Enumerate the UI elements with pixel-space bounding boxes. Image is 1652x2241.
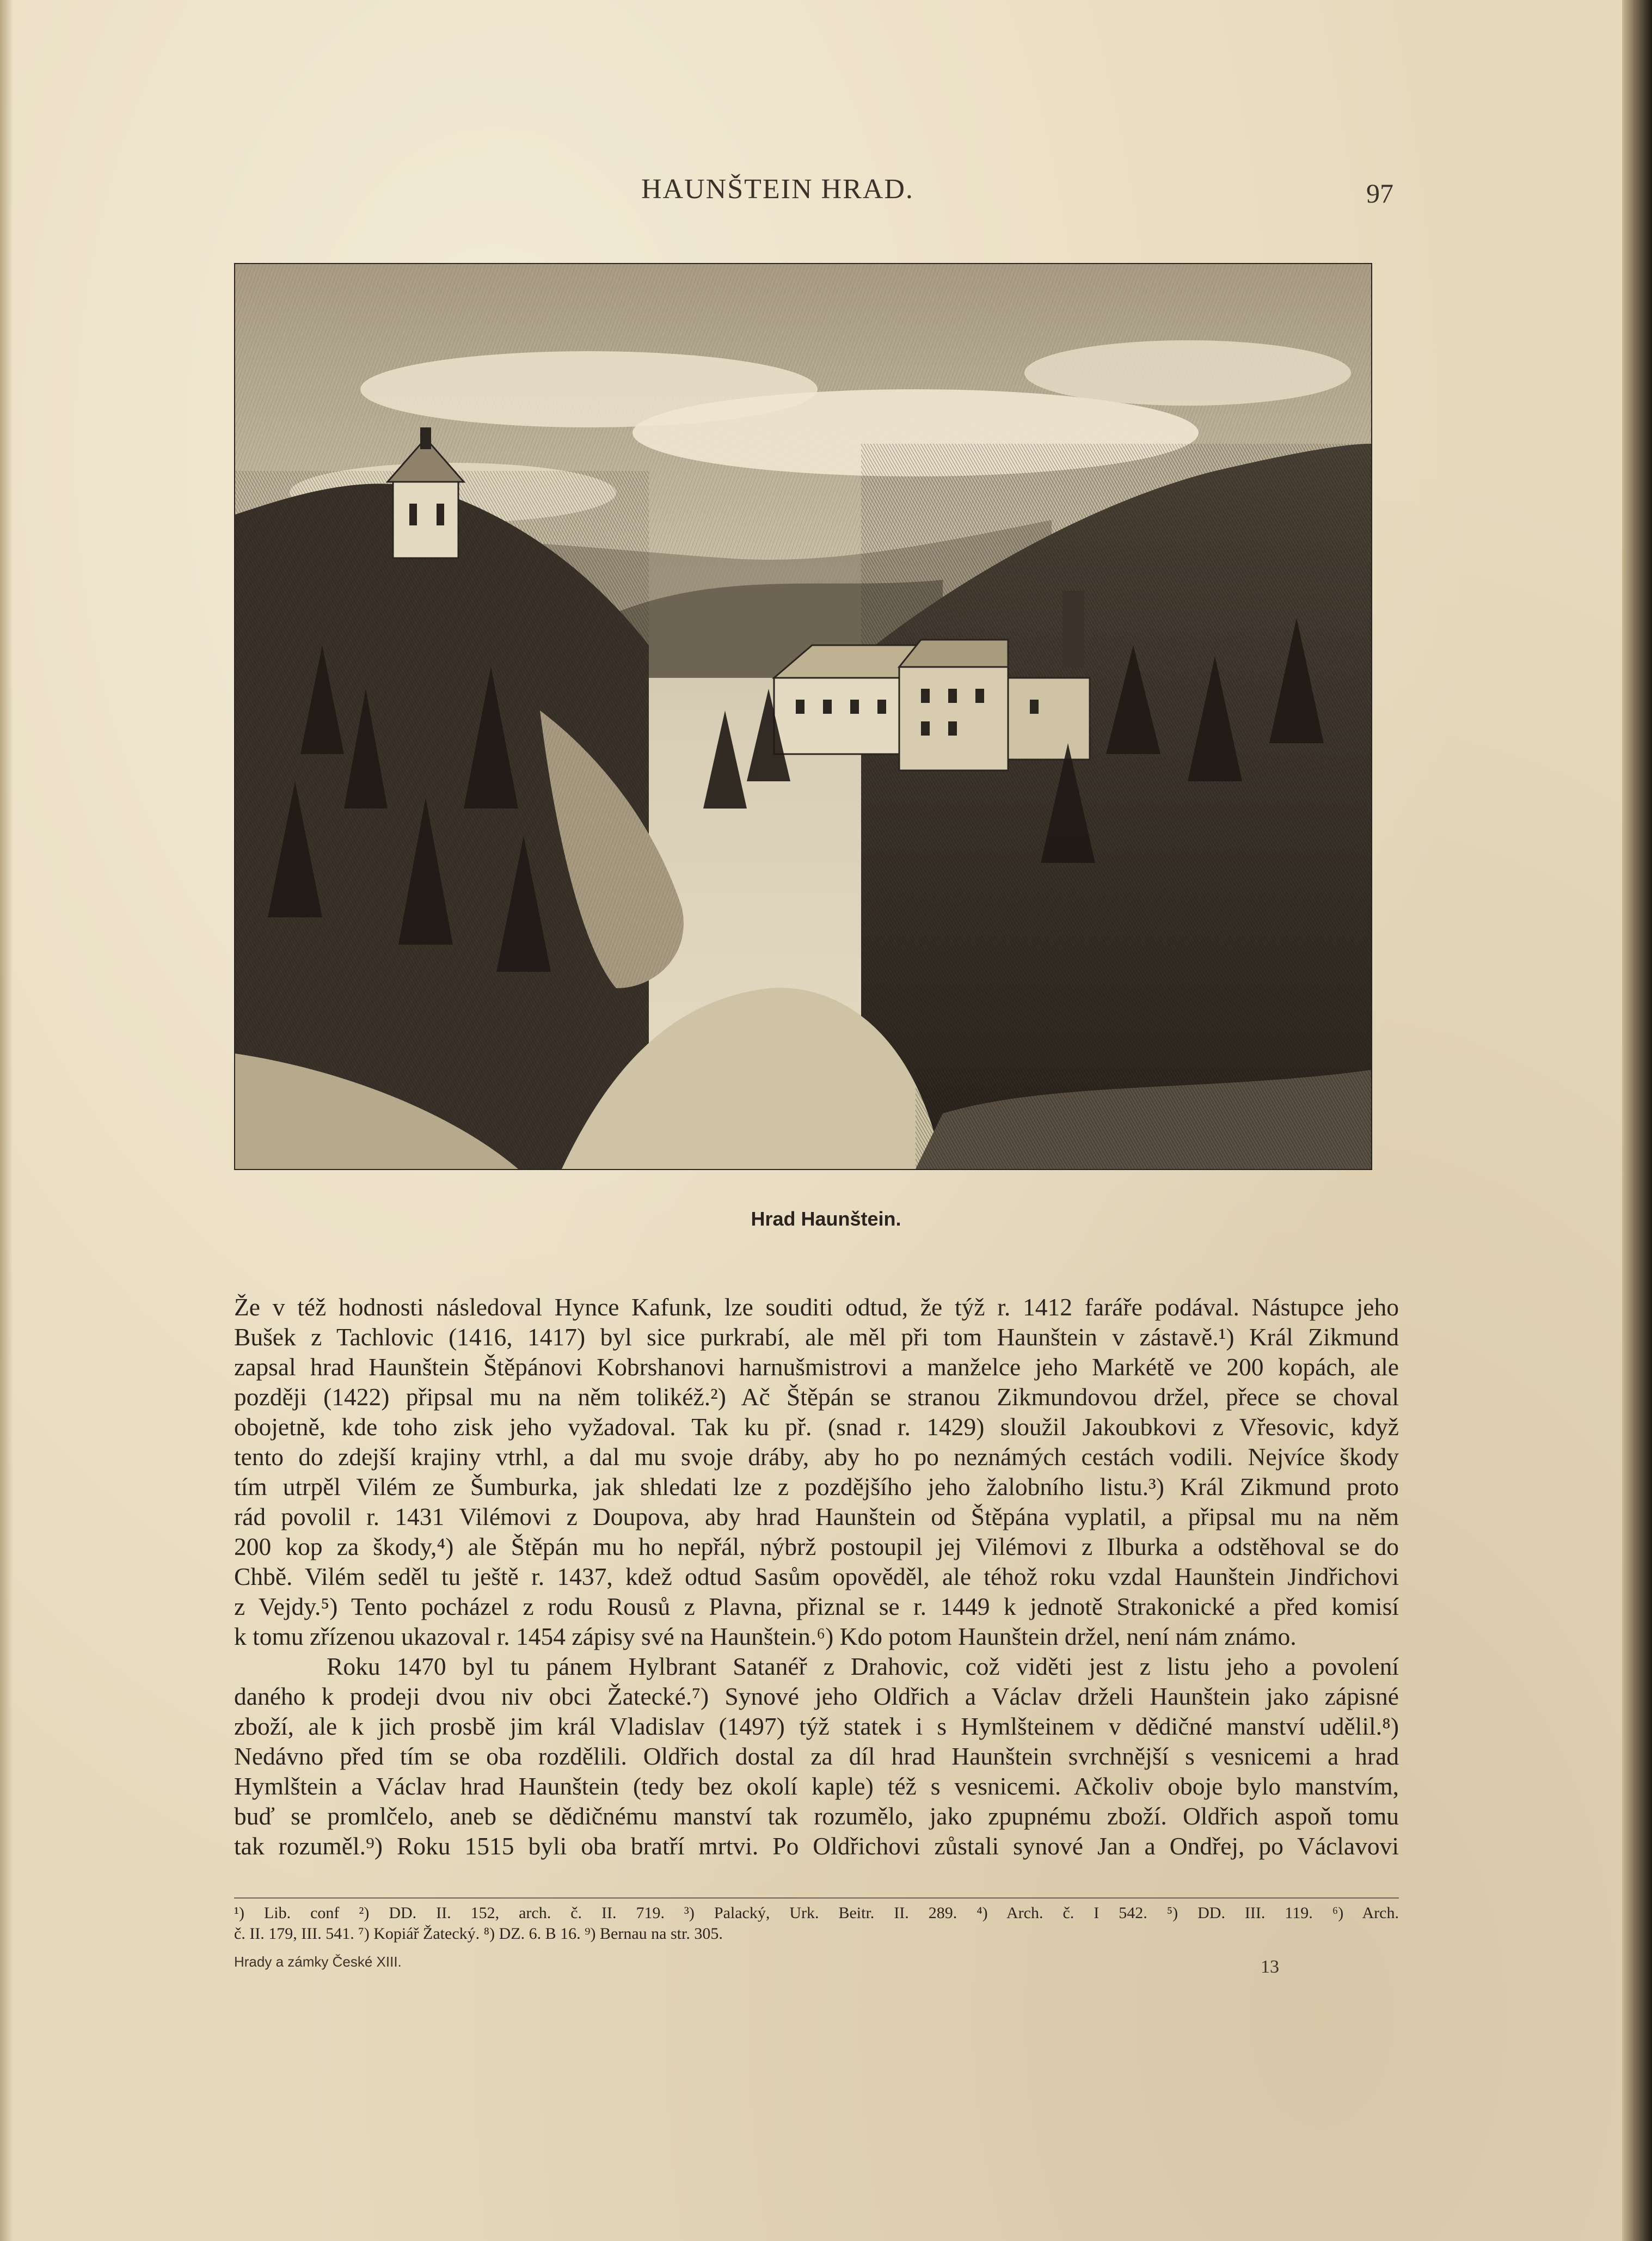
text-line: obojetně, kde toho zisk jeho vyžadoval. Tak ku př. (snad r. 1429) sloužil Jakoubkovi z Vřesovic, když	[234, 1413, 1399, 1441]
engraving-drawing	[235, 264, 1371, 1169]
text-line: Bušek z Tachlovic (1416, 1417) byl sice purkrabí, ale měl při tom Haunštein v zástavě.¹) Král Zikmund	[234, 1323, 1399, 1351]
text-line: tak rozuměl.⁹) Roku 1515 byli oba bratří mrtvi. Po Oldřichovi zůstali synové Jan a Ondřej, po Václavovi	[234, 1832, 1399, 1860]
text-line: tento do zdejší krajiny vtrhl, a dal mu svoje dráby, aby ho po neznámých cestách vodili. Nejvíce škody	[234, 1443, 1399, 1471]
text-line: buď se promlčelo, aneb se dědičnému manství tak rozumělo, jako zpupnému zboží. Oldřich aspoň tomu	[234, 1802, 1399, 1830]
text-line: zapsal hrad Haunštein Štěpánovi Kobrshanovi harnušmistrovi a manželce jeho Markétě ve 200 kopách, ale	[234, 1353, 1399, 1381]
footnote-divider	[234, 1897, 1399, 1899]
footnotes	[234, 1903, 1399, 1944]
figure-caption: Hrad Haunštein.	[751, 1208, 901, 1230]
page-left-edge	[0, 0, 13, 2241]
text-line: Nedávno před tím se oba rozdělili. Oldřich dostal za díl hrad Haunštein svrchnější s vesnicemi a hrad	[234, 1742, 1399, 1770]
page-number: 97	[1366, 178, 1393, 209]
text-line: Že v též hodnosti následoval Hynce Kafunk, lze souditi odtud, že týž r. 1412 faráře podával. Nástupce jeho	[234, 1293, 1399, 1321]
text-line: 200 kop za škody,⁴) ale Štěpán mu ho nepřál, nýbrž postoupil jej Vilémovi z Ilburka a odstěhoval se do	[234, 1533, 1399, 1560]
text-line: Chbě. Vilém seděl tu ještě r. 1437, kdež odtud Sasům opověděl, ale téhož roku vzdal Haunštein Jindřichovi	[234, 1563, 1399, 1590]
sheet-number: 13	[1261, 1957, 1279, 1977]
text-line: Hymlštein a Václav hrad Haunštein (tedy bez okolí kaple) též s vesnicemi. Ačkoliv oboje bylo manstvím,	[234, 1772, 1399, 1800]
running-title: HAUNŠTEIN HRAD.	[641, 174, 914, 205]
text-line: z Vejdy.⁵) Tento pocházel z rodu Rousů z Plavna, přiznal se r. 1449 k jednotě Strakonické a před komisí	[234, 1593, 1399, 1620]
text-line: k tomu zřízenou ukazoval r. 1454 zápisy své na Haunštein.⁶) Kdo potom Haunštein držel, není nám známo.	[234, 1622, 1297, 1650]
main-text	[234, 1292, 1399, 1861]
text-line: později (1422) připsal mu na něm tolikéž.²) Ač Štěpán se stranou Zikmundovou držel, přece se choval	[234, 1383, 1399, 1411]
text-line: Roku 1470 byl tu pánem Hylbrant Satanéř z Drahovic, což viděti jest z listu jeho a povolení	[327, 1652, 1399, 1680]
printer-signature: Hrady a zámky České XIII.	[234, 1954, 402, 1970]
footnote-line: č. II. 179, III. 541. ⁷) Kopiář Žatecký. ⁸) DZ. 6. B 16. ⁹) Bernau na str. 305.	[234, 1925, 723, 1943]
page-binding-edge	[1622, 0, 1652, 2241]
footnote-line: ¹) Lib. conf ²) DD. II. 152, arch. č. II. 719. ³) Palacký, Urk. Beitr. II. 289. ⁴) Arch. č. I 542. ⁵) DD. III. 119. ⁶) Arch.	[234, 1904, 1399, 1922]
text-line: daného k prodeji dvou niv obci Žatecké.⁷) Synové jeho Oldřich a Václav drželi Haunštein jako zápisné	[234, 1682, 1399, 1710]
text-line: rád povolil r. 1431 Vilémovi z Doupova, aby hrad Haunštein od Štěpána vyplatil, a připsal mu na něm	[234, 1503, 1399, 1530]
text-line: zboží, ale k jich prosbě jim král Vladislav (1497) týž statek i s Hymlšteinem v dědičné manství udělil.⁸)	[234, 1712, 1399, 1740]
castle-engraving	[234, 263, 1372, 1170]
text-line: tím utrpěl Vilém ze Šumburka, jak shledati lze z pozdějšího jeho žalobního listu.³) Král Zikmund proto	[234, 1473, 1399, 1501]
